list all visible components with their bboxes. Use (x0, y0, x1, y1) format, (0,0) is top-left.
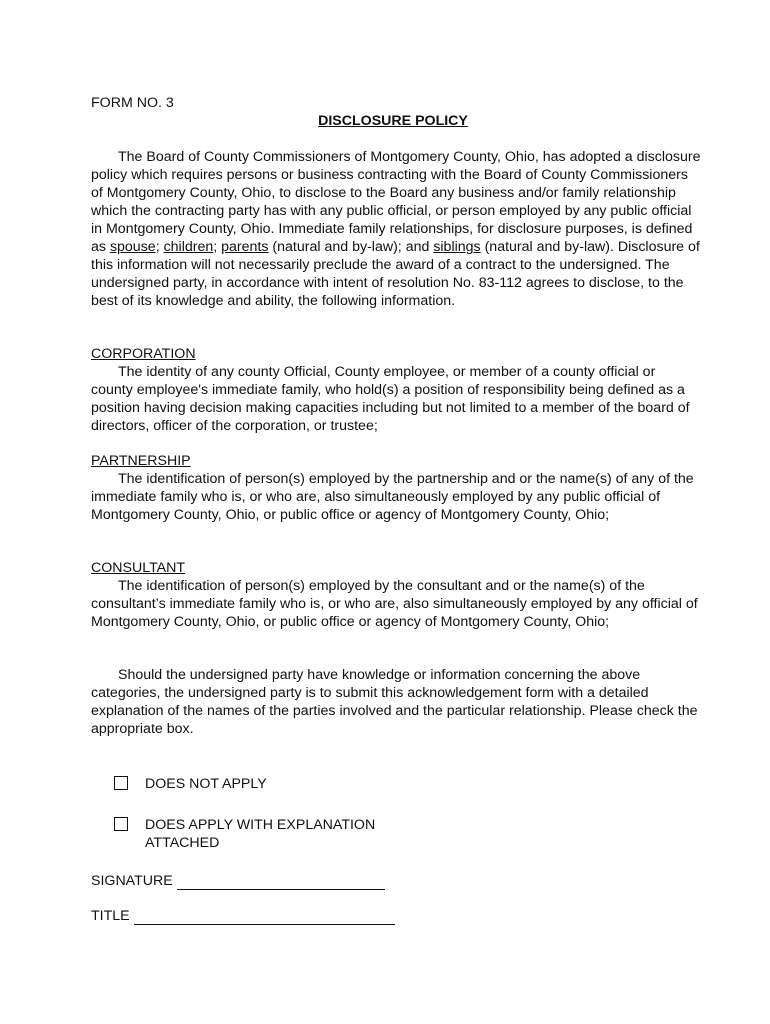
title-label: TITLE (91, 908, 130, 924)
does-not-apply-option[interactable] (114, 775, 267, 793)
page-title: DISCLOSURE POLICY (318, 113, 468, 129)
term-spouse: spouse (109, 239, 156, 255)
corporation-heading: CORPORATION (91, 346, 196, 362)
consultant-heading: CONSULTANT (91, 560, 186, 576)
intro-sep-1: ; (155, 239, 164, 255)
does-apply-label: DOES APPLY WITH EXPLANATION ATTACHED (145, 817, 376, 851)
corporation-paragraph: The identity of any county Official, County employee, or member of a county official or county employee's immediate family, who hold(s) a position of responsibility being defined as a position having decision making capacities including but not limited to a member of the board of directors, officer of the corporation, or trustee; (91, 364, 690, 434)
intro-sep-2: ; (213, 239, 222, 255)
intro-paragraph (91, 148, 701, 310)
consultant-paragraph: The identification of person(s) employed by the consultant and or the name(s) of the consultant’s immediate family who is, or who are, also simultaneously employed by any official of Montgomery County, Ohio, or public office or agency of Montgomery County, Ohio; (91, 578, 698, 630)
partnership-paragraph: The identification of person(s) employed by the partnership and or the name(s) of any of the immediate family who is, or who are, also simultaneously employed by any public official of Montgomery County, Ohio, or public office or agency of Montgomery County, Ohio; (91, 471, 694, 523)
signature-label: SIGNATURE (91, 873, 173, 889)
title-line[interactable] (134, 910, 395, 925)
term-parents: parents (221, 239, 269, 255)
term-children: children (163, 239, 214, 255)
does-not-apply-checkbox[interactable] (114, 776, 128, 790)
term-siblings: siblings (433, 239, 481, 255)
does-apply-option[interactable] (114, 816, 405, 852)
intro-text-2: (natural and by-law); and (268, 239, 434, 255)
signature-line[interactable] (177, 875, 385, 890)
title-field[interactable] (91, 907, 395, 925)
does-not-apply-label: DOES NOT APPLY (145, 776, 267, 792)
instructions-paragraph: Should the undersigned party have knowledge or information concerning the above categories, the undersigned party is to submit this acknowledgement form with a detailed explanation of the names of the parties involved and the particular relationship. Please check the appropriate box. (91, 667, 698, 737)
intro-text-3: (natural and by-law). Disclosure of this information will not necessarily preclude the award of a contract to the undersigned. The undersigned party, in accordance with intent of resolution No. 83-112 agrees to disclose, to the best of its knowledge and ability, the following information. (91, 239, 700, 309)
signature-field[interactable] (91, 872, 385, 890)
partnership-heading: PARTNERSHIP (91, 453, 191, 469)
does-apply-checkbox[interactable] (114, 817, 128, 831)
form-number: FORM NO. 3 (91, 95, 174, 111)
intro-text-1: The Board of County Commissioners of Montgomery County, Ohio, has adopted a disclosure policy which requires persons or business contracting with the Board of County Commissioners of Montgomery County, Ohio, to disclose to the Board any business and/or family relationship which the contracting party has with any public official, or person employed by any public official in Montgomery County, Ohio. Immediate family relationships, for disclosure purposes, is defined as (91, 149, 701, 255)
